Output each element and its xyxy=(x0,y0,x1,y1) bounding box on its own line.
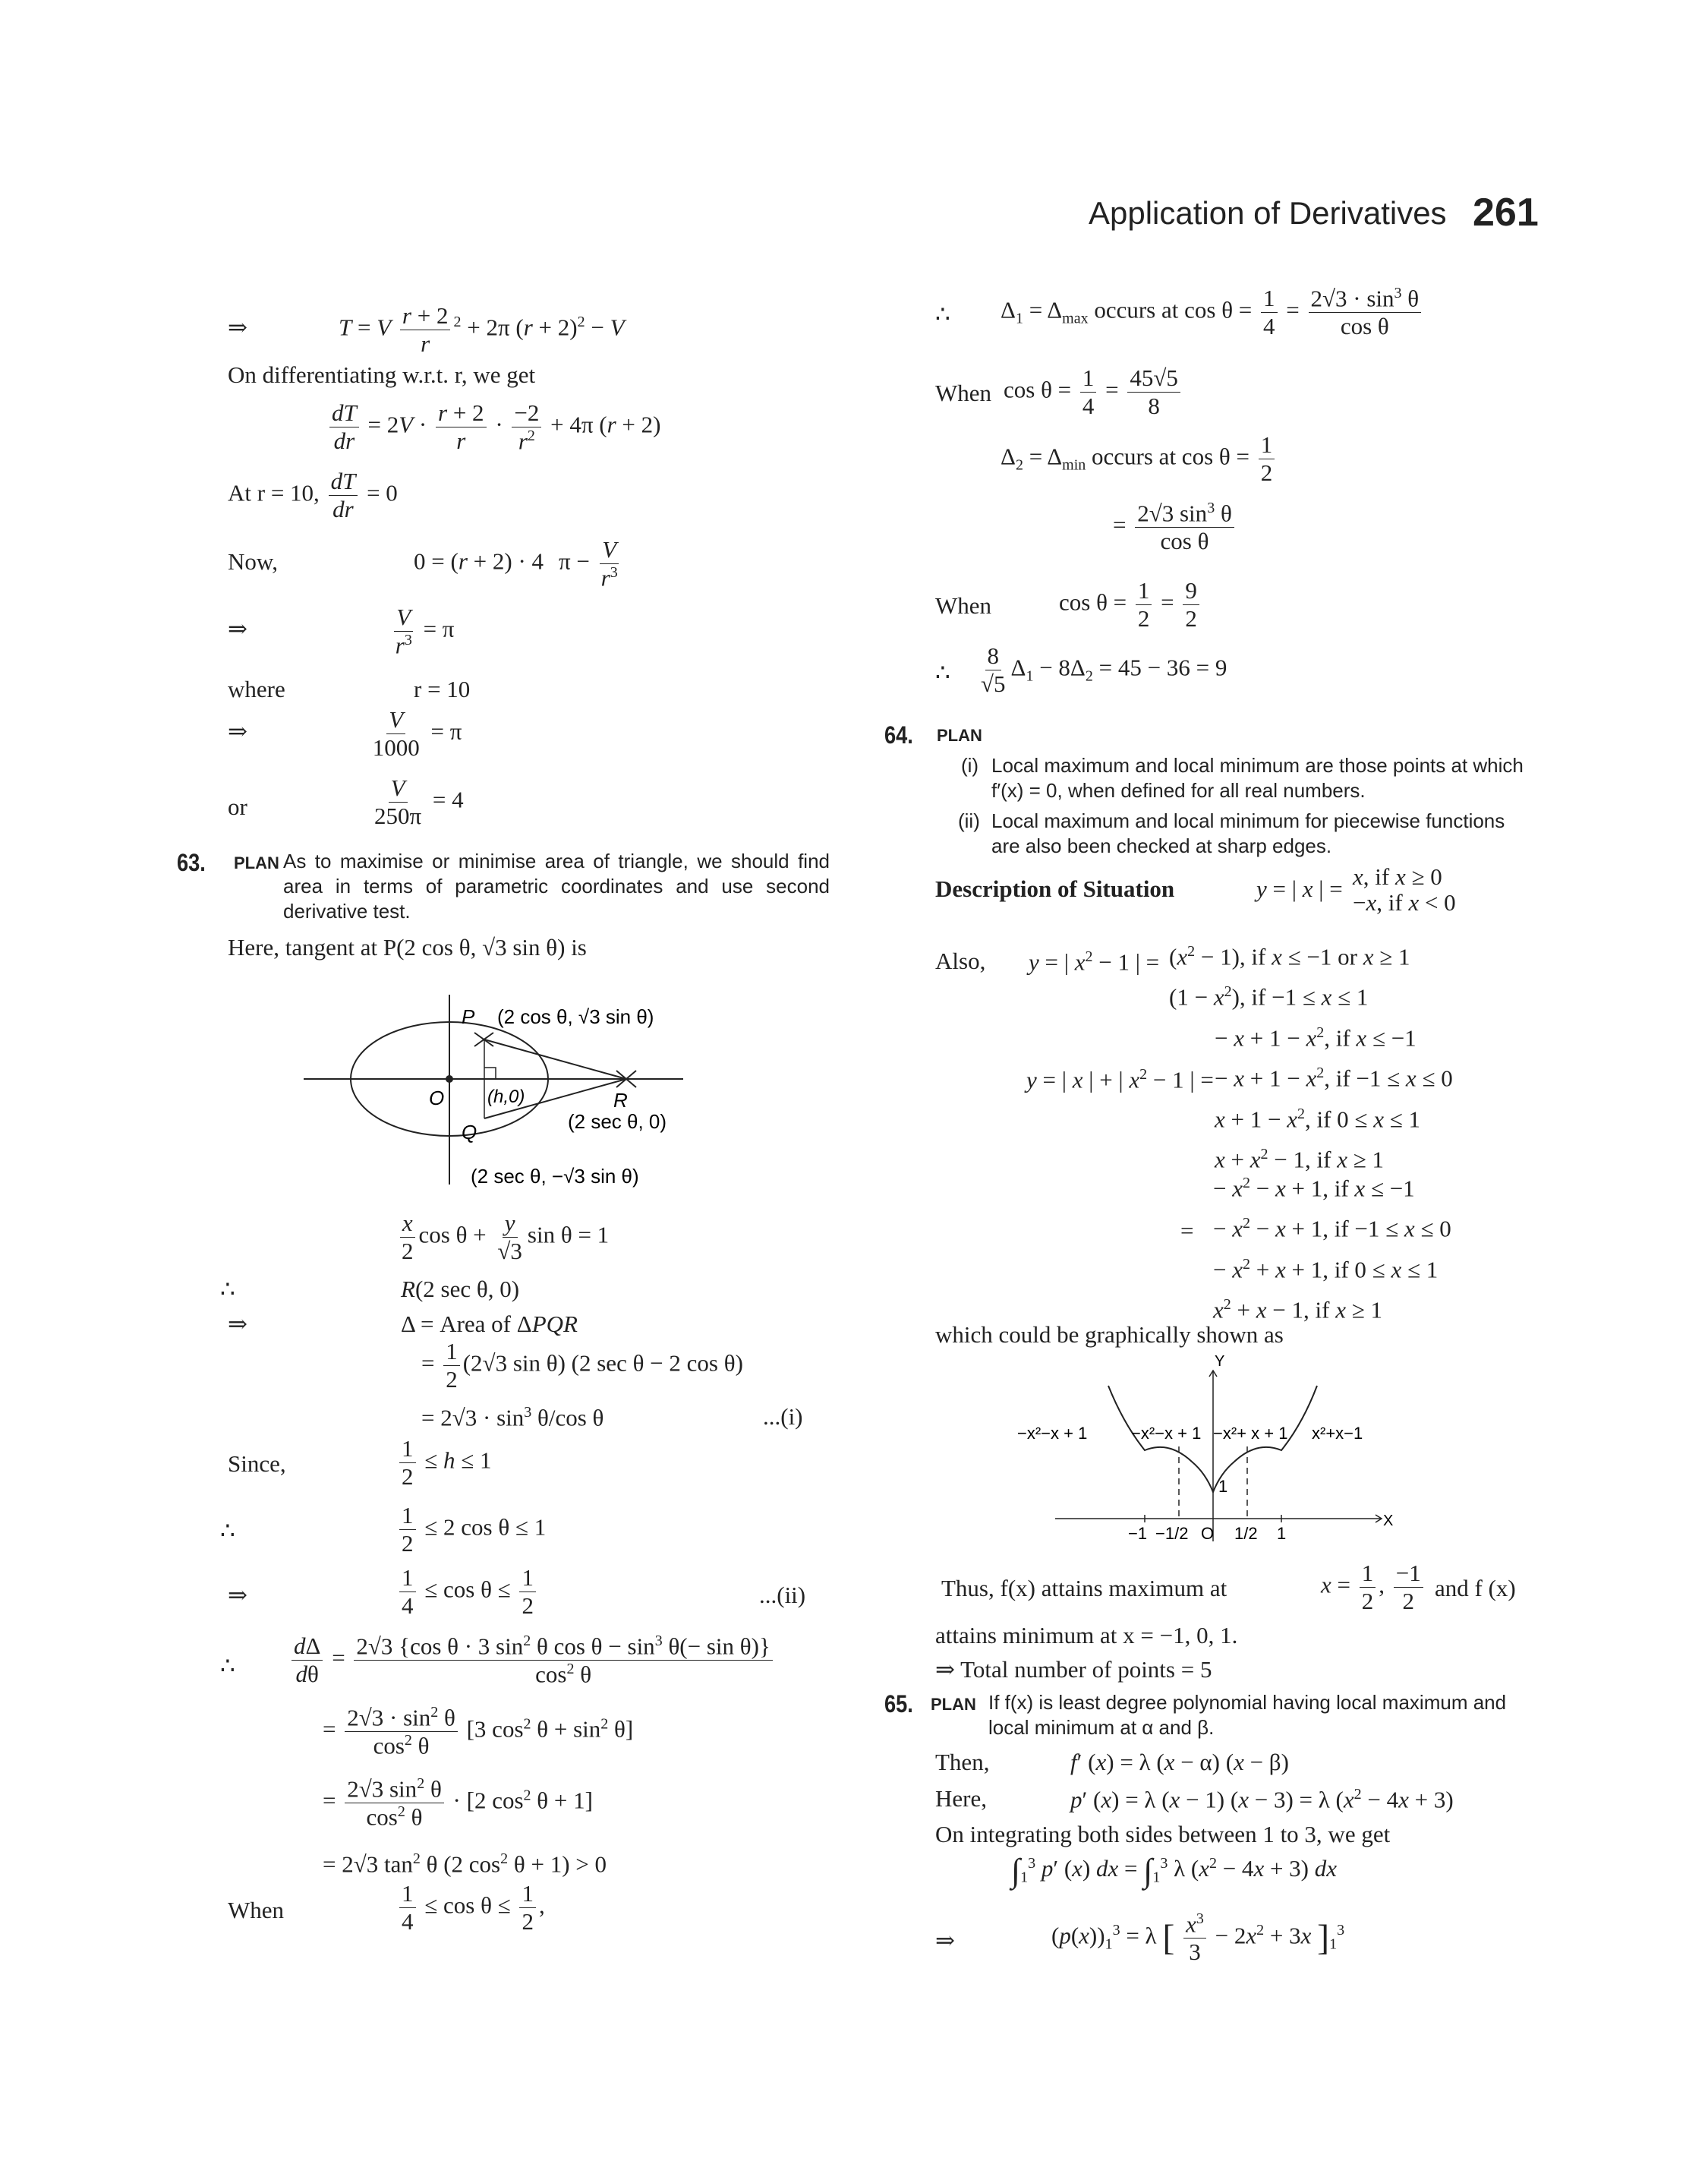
description-heading: Description of Situation xyxy=(935,875,1175,902)
now-label: Now, xyxy=(228,548,279,575)
math-abs-x2: y = | $x^2 - 1$ | = xyxy=(1029,948,1160,976)
graph-axis-y: Y xyxy=(1215,1355,1225,1370)
question-number-63: 63. xyxy=(177,849,206,876)
plan-label-63: PLAN xyxy=(234,853,279,872)
math-T-eq: ⇒ T = V $\frac{r + 2}{r}$ $^2$ + 2π $(r + 2)^2 - V$ xyxy=(228,302,625,357)
math-max-points: x = $\frac{1}{2}$ , $\frac{-1}{2}$ xyxy=(1321,1560,1426,1614)
plan-point-text-2: Local maximum and local minimum for piecewise functions are also been checked at sharp edges. xyxy=(991,809,1505,857)
math-dDelta-4: = 2√3 $\tan^2 \theta$ (2 $\cos^2 \theta + 1) > 0$ xyxy=(323,1850,607,1878)
math-V-1000: ⇒ $\frac{V}{1000}$ = π xyxy=(228,706,462,761)
therefore-2: ∴ xyxy=(220,1517,235,1544)
math-fprime: f′ (x) = λ (x − α) (x − β) xyxy=(1070,1749,1289,1775)
fig1-label-R: R xyxy=(613,1089,628,1112)
math-delta2-expr: = $\frac{2√3 \sin^3 \theta}{\text{cos θ}}$ xyxy=(1113,500,1237,555)
here-label: Here, xyxy=(935,1785,987,1812)
and-fx-text: and f (x) xyxy=(1435,1575,1516,1601)
equation-ref-i: ...(i) xyxy=(763,1403,803,1430)
plan-label-65: PLAN xyxy=(931,1695,976,1714)
math-dDelta-3: = $\frac{2√3 \sin^2 \theta}{\cos^2 \theta}$ · [2 $\cos^2 \theta + 1$] xyxy=(323,1775,593,1831)
question-number-65: 65. xyxy=(884,1690,913,1718)
ellipse-figure xyxy=(288,980,714,1200)
graph-origin: O xyxy=(1201,1524,1215,1543)
fig1-label-P: P xyxy=(462,1005,475,1028)
therefore-delta1: ∴ xyxy=(935,301,950,327)
or-label: or xyxy=(228,793,247,820)
math-delta1: $\Delta_1 = \Delta_{max}$ occurs at cos θ = $\frac{1}{4}$ = $\frac{2√3 \cdot \sin^3 \theta}{\text{cos θ}}$ xyxy=(1001,285,1424,340)
therefore-final: ∴ xyxy=(935,659,950,686)
implies-cos-range: ⇒ xyxy=(228,1582,247,1608)
math-cos-range: $\frac{1}{4}$ ≤ cos θ ≤ $\frac{1}{2}$ xyxy=(396,1564,539,1619)
graph-piece-label-4: x²+x−1 xyxy=(1312,1424,1363,1443)
math-at-r: At r = 10, $\frac{dT}{dr}$ = 0 xyxy=(228,468,398,522)
implies-area: ⇒ xyxy=(228,1311,247,1337)
math-area-def: Δ = Area of ΔPQR xyxy=(401,1311,578,1337)
math-abs-x-cases: x, if x ≥ 0 −x, if x < 0 xyxy=(1353,863,1456,916)
math-when-quarter: cos θ = $\frac{1}{4}$ = $\frac{45√5}{8}$ xyxy=(1004,364,1183,419)
math-now: 0 = (r + 2) · 4 π − $\frac{V}{r^3}$ xyxy=(414,536,618,591)
math-simplified-cases: − $x^2 - x + 1$, if x ≤ −1 − $x^2 - x + 1$, if −1 ≤ x ≤ 0 − $x^2 + x + 1$, if 0 ≤ x ≤ 1 $x^2 + x - 1$, if x ≥ 1 xyxy=(1213,1175,1451,1323)
math-dTdr: $\frac{dT}{dr}$ = 2V · $\frac{r + 2}{r}$ · $\frac{-2}{r^2}$ + 4π (r + 2) xyxy=(326,399,660,455)
integrating-text: On integrating both sides between 1 to 3, we get xyxy=(935,1821,1391,1847)
therefore-3: ∴ xyxy=(220,1652,235,1679)
graph-piece-label-3: −x²+ x + 1 xyxy=(1213,1424,1288,1443)
where-label: where xyxy=(228,676,285,702)
graph-piece-label-2: −x²−x + 1 xyxy=(1131,1424,1202,1443)
r-equals-10: r = 10 xyxy=(414,676,471,702)
math-area-result: = $2√3 \cdot \sin^3 \theta/\cos$ θ xyxy=(421,1404,604,1431)
fig1-label-P-coord: (2 cos θ, √3 sin θ) xyxy=(497,1005,654,1028)
plan-point-text-1: Local maximum and local minimum are those points at which f′(x) = 0, when defined for all real numbers. xyxy=(991,754,1524,802)
math-when-half: cos θ = $\frac{1}{2}$ = $\frac{9}{2}$ xyxy=(1059,577,1202,632)
page-number: 261 xyxy=(1473,191,1539,235)
plan-text-63: As to maximise or minimise area of triangle, we should find area in terms of parametric coordinates and use second derivative test. xyxy=(283,850,830,923)
math-pprime: p′ (x) = λ (x − 1) (x − 3) = λ $(x^2 - 4x + 3)$ xyxy=(1070,1786,1454,1813)
running-header-title: Application of Derivatives xyxy=(1089,195,1447,231)
piecewise-graph xyxy=(1010,1355,1420,1553)
graph-piece-label-1: −x²−x + 1 xyxy=(1017,1424,1088,1443)
equation-ref-ii: ...(ii) xyxy=(759,1582,806,1608)
graph-tick-neghalf: −1/2 xyxy=(1155,1524,1189,1543)
when-label-left: When xyxy=(228,1897,285,1923)
plan-text-65: If f(x) is least degree polynomial having local maximum and local minimum at α and β. xyxy=(988,1691,1507,1739)
fig1-label-O: O xyxy=(429,1087,445,1109)
tangent-line: Here, tangent at P(2 cos θ, √3 sin θ) is xyxy=(228,934,587,961)
math-R: R(2 sec θ, 0) xyxy=(401,1276,520,1302)
then-label: Then, xyxy=(935,1749,990,1775)
graph-tick-1: 1 xyxy=(1277,1524,1287,1543)
graph-intro: which could be graphically shown as xyxy=(935,1321,1284,1348)
graph-tick-neg1: −1 xyxy=(1128,1524,1148,1543)
graph-axis-x: X xyxy=(1383,1513,1394,1529)
math-tangent-eq: $\frac{x}{2}$ cos θ + $\frac{y}{√3}$ sin θ = 1 xyxy=(396,1210,609,1264)
math-equals: = xyxy=(1180,1217,1194,1244)
math-abs-x: y = | x | = xyxy=(1256,875,1343,902)
math-dDelta-2: = $\frac{2√3 \cdot \sin^2 \theta}{\cos^2 \theta}$ [3 $\cos^2 \theta + \sin^2 \theta$] xyxy=(323,1704,634,1759)
graph-tick-half: 1/2 xyxy=(1234,1524,1258,1543)
therefore-1: ∴ xyxy=(220,1276,235,1302)
plan-point-marker-2: (ii) xyxy=(958,809,980,832)
math-final-63: $\frac{8}{√5}$ $\Delta_1 - 8\Delta_2 = 45 - 36 = 9$ xyxy=(981,642,1227,697)
math-integral-result: $(p(x))_1^3 = \lambda$ [ $\frac{x^3}{3}$ − $2x^2 + 3x$ ]$_1^3$ xyxy=(1051,1910,1345,1965)
math-2cos-range: $\frac{1}{2}$ ≤ 2 cos θ ≤ 1 xyxy=(396,1502,546,1557)
since-label: Since, xyxy=(228,1450,286,1477)
when-label-2: When xyxy=(935,592,992,619)
total-points-text: ⇒ Total number of points = 5 xyxy=(935,1656,1212,1683)
math-h-range: $\frac{1}{2}$ ≤ h ≤ 1 xyxy=(396,1435,492,1490)
plan-label-64: PLAN xyxy=(937,726,982,745)
math-V-r3: ⇒ $\frac{V}{r^3}$ = π xyxy=(228,604,455,658)
math-dDelta: $\frac{d\Delta}{d\theta}$ = $\frac{2√3 \{\cos \theta \cdot 3 \sin^2 \theta \cos \theta - \sin^3 \theta(- \sin \theta)\}}{\cos^2 \theta}$ xyxy=(288,1633,776,1688)
thus-text: Thus, f(x) attains maximum at xyxy=(941,1575,1227,1601)
when-label-1: When xyxy=(935,380,992,406)
math-integral: $\int_1^3$ p′ (x) dx = $\int_1^3$ λ $(x^2 - 4x + 3)$ dx xyxy=(1011,1852,1338,1889)
fig1-label-R-coord: (2 sec θ, 0) xyxy=(568,1110,667,1133)
graph-label-one: 1 xyxy=(1218,1477,1228,1496)
math-when-cos: $\frac{1}{4}$ ≤ cos θ ≤ $\frac{1}{2}$ , xyxy=(396,1880,545,1935)
math-delta2: $\Delta_2 = \Delta_{min}$ occurs at cos θ = $\frac{1}{2}$ xyxy=(1001,431,1278,486)
attains-min-text: attains minimum at x = −1, 0, 1. xyxy=(935,1622,1238,1648)
implies-integral: ⇒ xyxy=(935,1927,955,1954)
fig1-label-Q-coord: (2 sec θ, −√3 sin θ) xyxy=(471,1165,639,1188)
math-abs-x2-cases: $(x^2 - 1)$, if x ≤ −1 or x ≥ 1 $(1 - x^2)$, if −1 ≤ x ≤ 1 xyxy=(1169,943,1410,1011)
math-sum-cases: − $x + 1 - x^2$, if x ≤ −1 − $x + 1 - x^2$, if −1 ≤ x ≤ 0 $x + 1 - x^2$, if 0 ≤ x ≤ 1 $x + x^2 - 1$, if x ≥ 1 xyxy=(1215,1024,1453,1173)
math-sum-abs: y = | x | + | $x^2 - 1$ | = xyxy=(1026,1066,1214,1093)
math-V-250pi: $\frac{V}{250\pi}$ = 4 xyxy=(374,774,464,829)
fig1-label-h0: (h,0) xyxy=(487,1087,525,1107)
on-differentiating-text: On differentiating w.r.t. r, we get xyxy=(228,361,536,388)
plan-point-marker-1: (i) xyxy=(961,754,979,777)
also-label: Also, xyxy=(935,948,986,974)
math-area-half: = $\frac{1}{2}$ (2√3 sin θ) (2 sec θ − 2 cos θ) xyxy=(421,1338,743,1393)
question-number-64: 64. xyxy=(884,721,913,749)
fig1-label-Q: Q xyxy=(462,1121,477,1144)
at-r-label: At r = 10, xyxy=(228,479,320,506)
